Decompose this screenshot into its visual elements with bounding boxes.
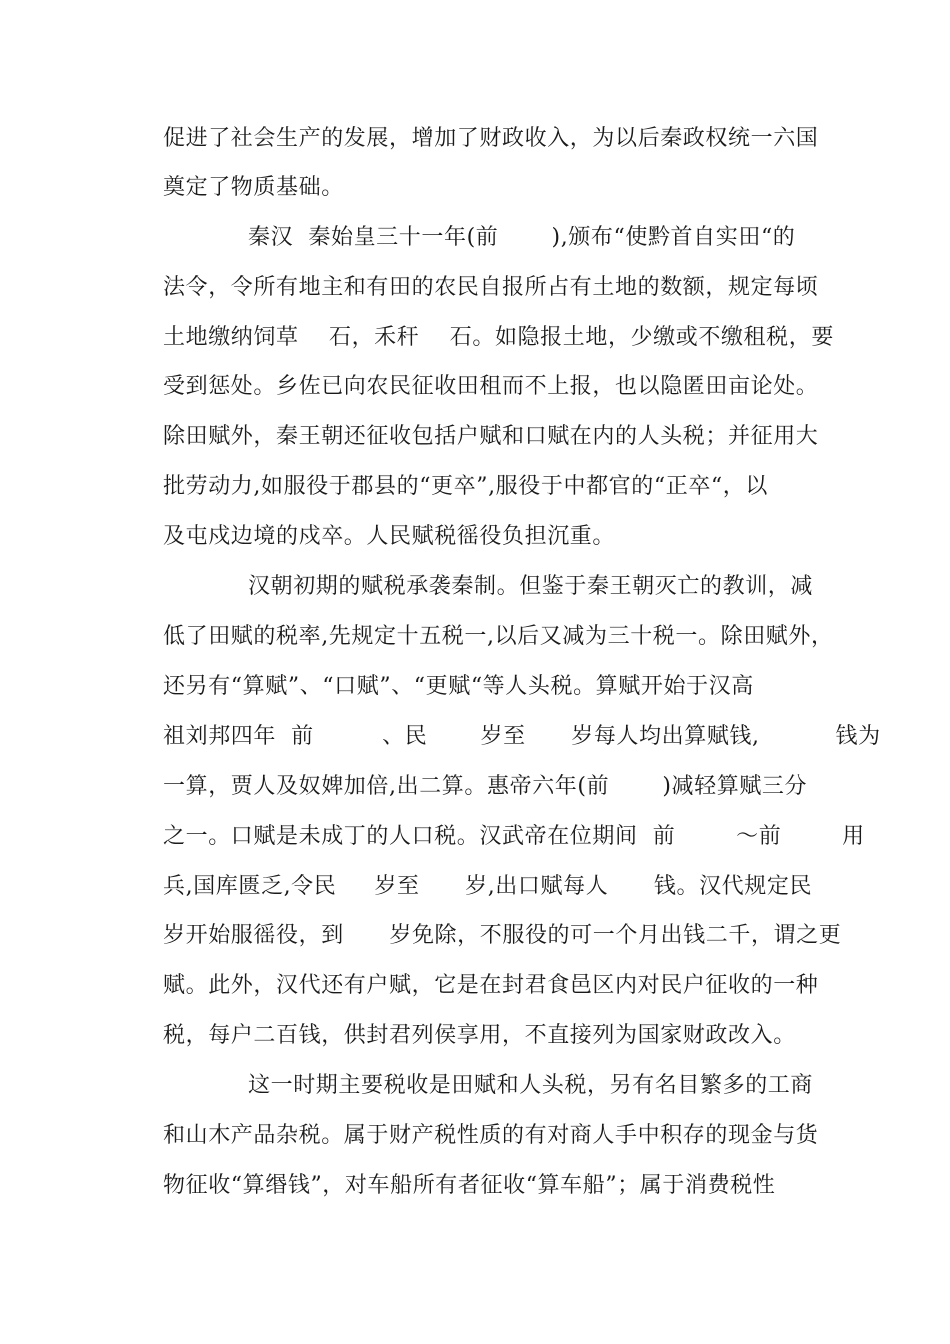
text-line: 物征收“算缗钱”，对车船所有者征收“算车船”；属于消费税性 xyxy=(163,1173,776,1198)
paragraph-first-line: 这一时期主要税收是田赋和人头税，另有名目繁多的工商 xyxy=(248,1073,814,1098)
text-line: 之一。口赋是未成丁的人口税。汉武帝在位期间 前 ～前 用 xyxy=(163,824,865,849)
text-line: 批劳动力,如服役于郡县的“更卒”,服役于中都官的“正卒“，以 xyxy=(163,474,768,499)
text-line: 除田赋外，秦王朝还征收包括户赋和口赋在内的人头税；并征用大 xyxy=(163,424,819,449)
paragraph-first-line: 汉朝初期的赋税承袭秦制。但鉴于秦王朝灭亡的教训，减 xyxy=(248,574,814,599)
text-line: 法令，令所有地主和有田的农民自报所占有土地的数额，规定每顷 xyxy=(163,275,819,300)
text-line: 税，每户二百钱，供封君列侯享用，不直接列为国家财政改入。 xyxy=(163,1023,796,1048)
text-line: 及屯戍边境的戍卒。人民赋税徭役负担沉重。 xyxy=(163,524,616,549)
text-line: 岁开始服徭役，到 岁免除，不服役的可一个月出钱二千，谓之更 xyxy=(163,923,842,948)
text-line: 赋。此外，汉代还有户赋，它是在封君食邑区内对民户征收的一种 xyxy=(163,973,819,998)
text-line: 和山木产品杂税。属于财产税性质的有对商人手中积存的现金与货 xyxy=(163,1123,819,1148)
text-line: 兵,国库匮乏,令民 岁至 岁,出口赋每人 钱。汉代规定民 xyxy=(163,874,813,899)
text-line: 奠定了物质基础。 xyxy=(163,175,344,200)
text-line: 受到惩处。乡佐已向农民征收田租而不上报，也以隐匿田亩论处。 xyxy=(163,374,819,399)
text-line: 祖刘邦四年 前 、民 岁至 岁每人均出算赋钱, 钱为 xyxy=(163,724,881,749)
text-line: 促进了社会生产的发展，增加了财政收入，为以后秦政权统一六国 xyxy=(163,126,819,151)
paragraph-first-line: 秦汉 秦始皇三十一年(前 ),颁布“使黔首自实田“的 xyxy=(248,225,796,250)
text-line: 土地缴纳饲草 石，禾秆 石。如隐报土地，少缴或不缴租税，要 xyxy=(163,325,834,350)
text-line: 一算，贾人及奴婢加倍,出二算。惠帝六年(前 )减轻算赋三分 xyxy=(163,774,808,799)
text-line: 低了田赋的税率,先规定十五税一,以后又减为三十税一。除田赋外， xyxy=(163,624,834,649)
text-line: 还另有“算赋”、“口赋”、“更赋“等人头税。算赋开始于汉高 xyxy=(163,674,754,699)
